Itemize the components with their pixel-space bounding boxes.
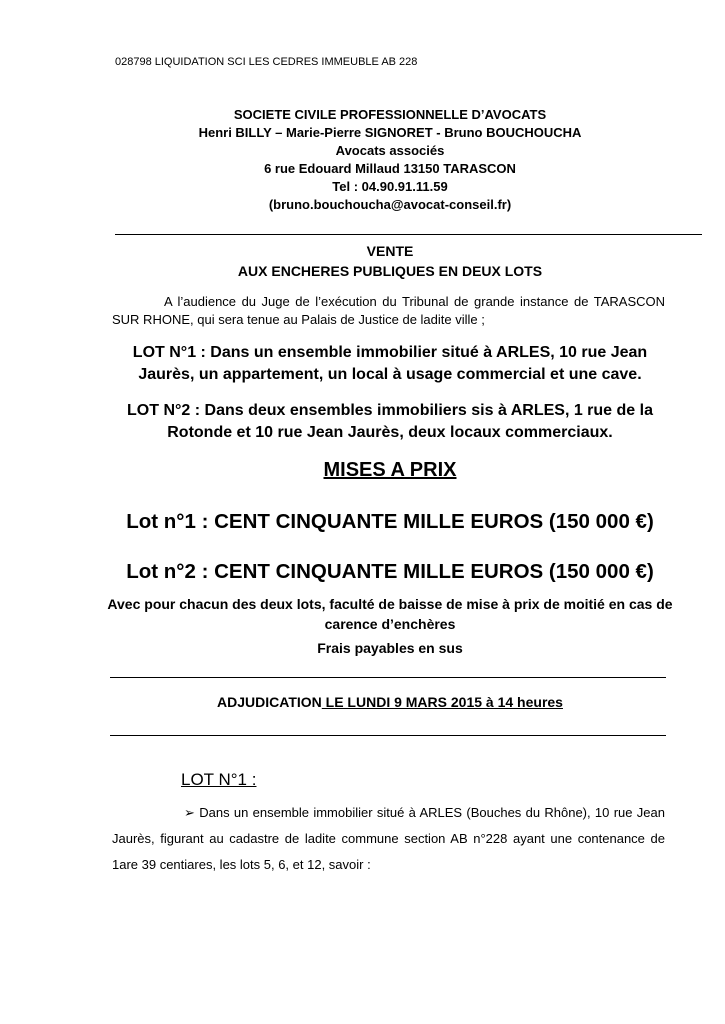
divider	[110, 735, 666, 736]
prices-heading: MISES A PRIX	[323, 459, 457, 481]
sale-subtitle: AUX ENCHERES PUBLIQUES EN DEUX LOTS	[237, 263, 543, 279]
lot2-description: LOT N°2 : Dans deux ensembles immobiliers sis à ARLES, 1 rue de la Rotonde et 10 rue Jean Jaurès, deux locaux commerciaux.	[127, 402, 653, 441]
law-firm-block	[110, 106, 670, 214]
fees-note: Frais payables en sus	[317, 640, 463, 656]
lot1-section-heading: LOT N°1 :	[181, 770, 257, 789]
sale-heading	[110, 241, 670, 281]
divider	[110, 677, 666, 678]
adjudication-label: ADJUDICATION	[217, 694, 322, 710]
lot1-section-body: Dans un ensemble immobilier situé à ARLES (Bouches du Rhône), 10 rue Jean Jaurès, figurant au cadastre de ladite commune section AB n°228 ayant une contenance de 1are 39 centiares, les lots 5, 6, et 12, savoir :	[112, 805, 665, 872]
document-reference: 028798 LIQUIDATION SCI LES CEDRES IMMEUBLE AB 228	[115, 56, 418, 68]
sale-intro: A l’audience du Juge de l’exécution du Tribunal de grande instance de TARASCON SUR RHONE, qui sera tenue au Palais de Justice de ladite ville ;	[112, 294, 665, 327]
firm-phone: Tel : 04.90.91.11.59	[332, 179, 448, 194]
firm-name: SOCIETE CIVILE PROFESSIONNELLE D’AVOCATS	[233, 107, 547, 122]
divider	[115, 234, 702, 235]
firm-email: (bruno.bouchoucha@avocat-conseil.fr)	[268, 197, 512, 212]
lot1-description: LOT N°1 : Dans un ensemble immobilier situé à ARLES, 10 rue Jean Jaurès, un appartement, un local à usage commercial et une cave.	[132, 344, 648, 383]
adjudication-date: LE LUNDI 9 MARS 2015 à 14 heures	[321, 694, 563, 710]
firm-partners: Henri BILLY – Marie-Pierre SIGNORET - Bruno BOUCHOUCHA	[198, 125, 582, 140]
lot1-price: Lot n°1 : CENT CINQUANTE MILLE EUROS (150 000 €)	[126, 510, 654, 533]
lot2-price: Lot n°2 : CENT CINQUANTE MILLE EUROS (150 000 €)	[126, 560, 654, 583]
sale-title: VENTE	[366, 243, 414, 259]
price-reduction-note: Avec pour chacun des deux lots, faculté de baisse de mise à prix de moitié en cas de carence d’enchères	[107, 596, 673, 632]
adjudication-line	[110, 694, 670, 710]
firm-role: Avocats associés	[335, 143, 445, 158]
firm-address: 6 rue Edouard Millaud 13150 TARASCON	[264, 161, 516, 176]
bullet-arrow-icon: ➢	[184, 805, 195, 820]
lot1-section-text	[112, 800, 665, 878]
